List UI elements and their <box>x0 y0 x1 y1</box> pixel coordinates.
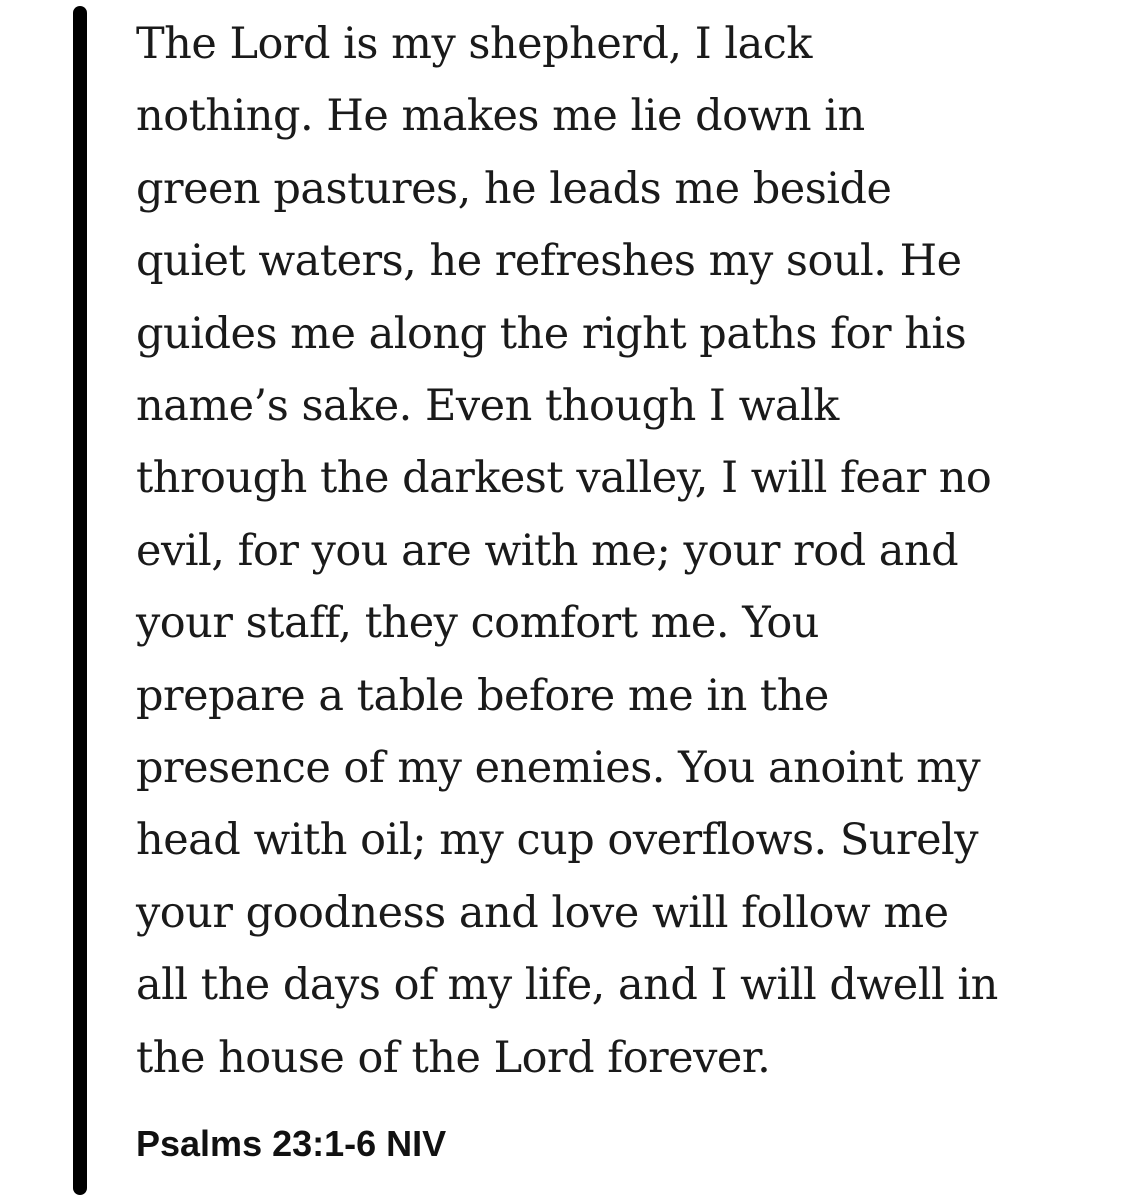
verse-line: green pastures, he leads me beside <box>136 163 892 214</box>
verse-line: head with oil; my cup overflows. Surely <box>136 815 979 866</box>
verse-line: nothing. He makes me lie down in <box>136 91 865 142</box>
verse-line: The Lord is my shepherd, I lack <box>136 19 812 69</box>
verse-line: name’s sake. Even though I walk <box>136 381 839 432</box>
verse-line: quiet waters, he refreshes my soul. He <box>136 236 962 287</box>
verse-line: guides me along the right paths for his <box>136 308 967 359</box>
verse-line: all the days of my life, and I will dwell in <box>136 960 998 1011</box>
verse-line: the house of the Lord forever. <box>136 1032 771 1083</box>
verse-line: your goodness and love will follow me <box>136 887 949 938</box>
verse-line: prepare a table before me in the <box>136 670 829 721</box>
verse-line: presence of my enemies. You anoint my <box>136 743 981 794</box>
verse-line: evil, for you are with me; your rod and <box>136 525 959 576</box>
verse-text <box>136 8 1071 1094</box>
blockquote-bar <box>73 6 87 1195</box>
verse-line: your staff, they comfort me. You <box>136 598 819 649</box>
verse-line: through the darkest valley, I will fear no <box>136 453 992 504</box>
verse-reference: Psalms 23:1-6 NIV <box>136 1123 447 1164</box>
